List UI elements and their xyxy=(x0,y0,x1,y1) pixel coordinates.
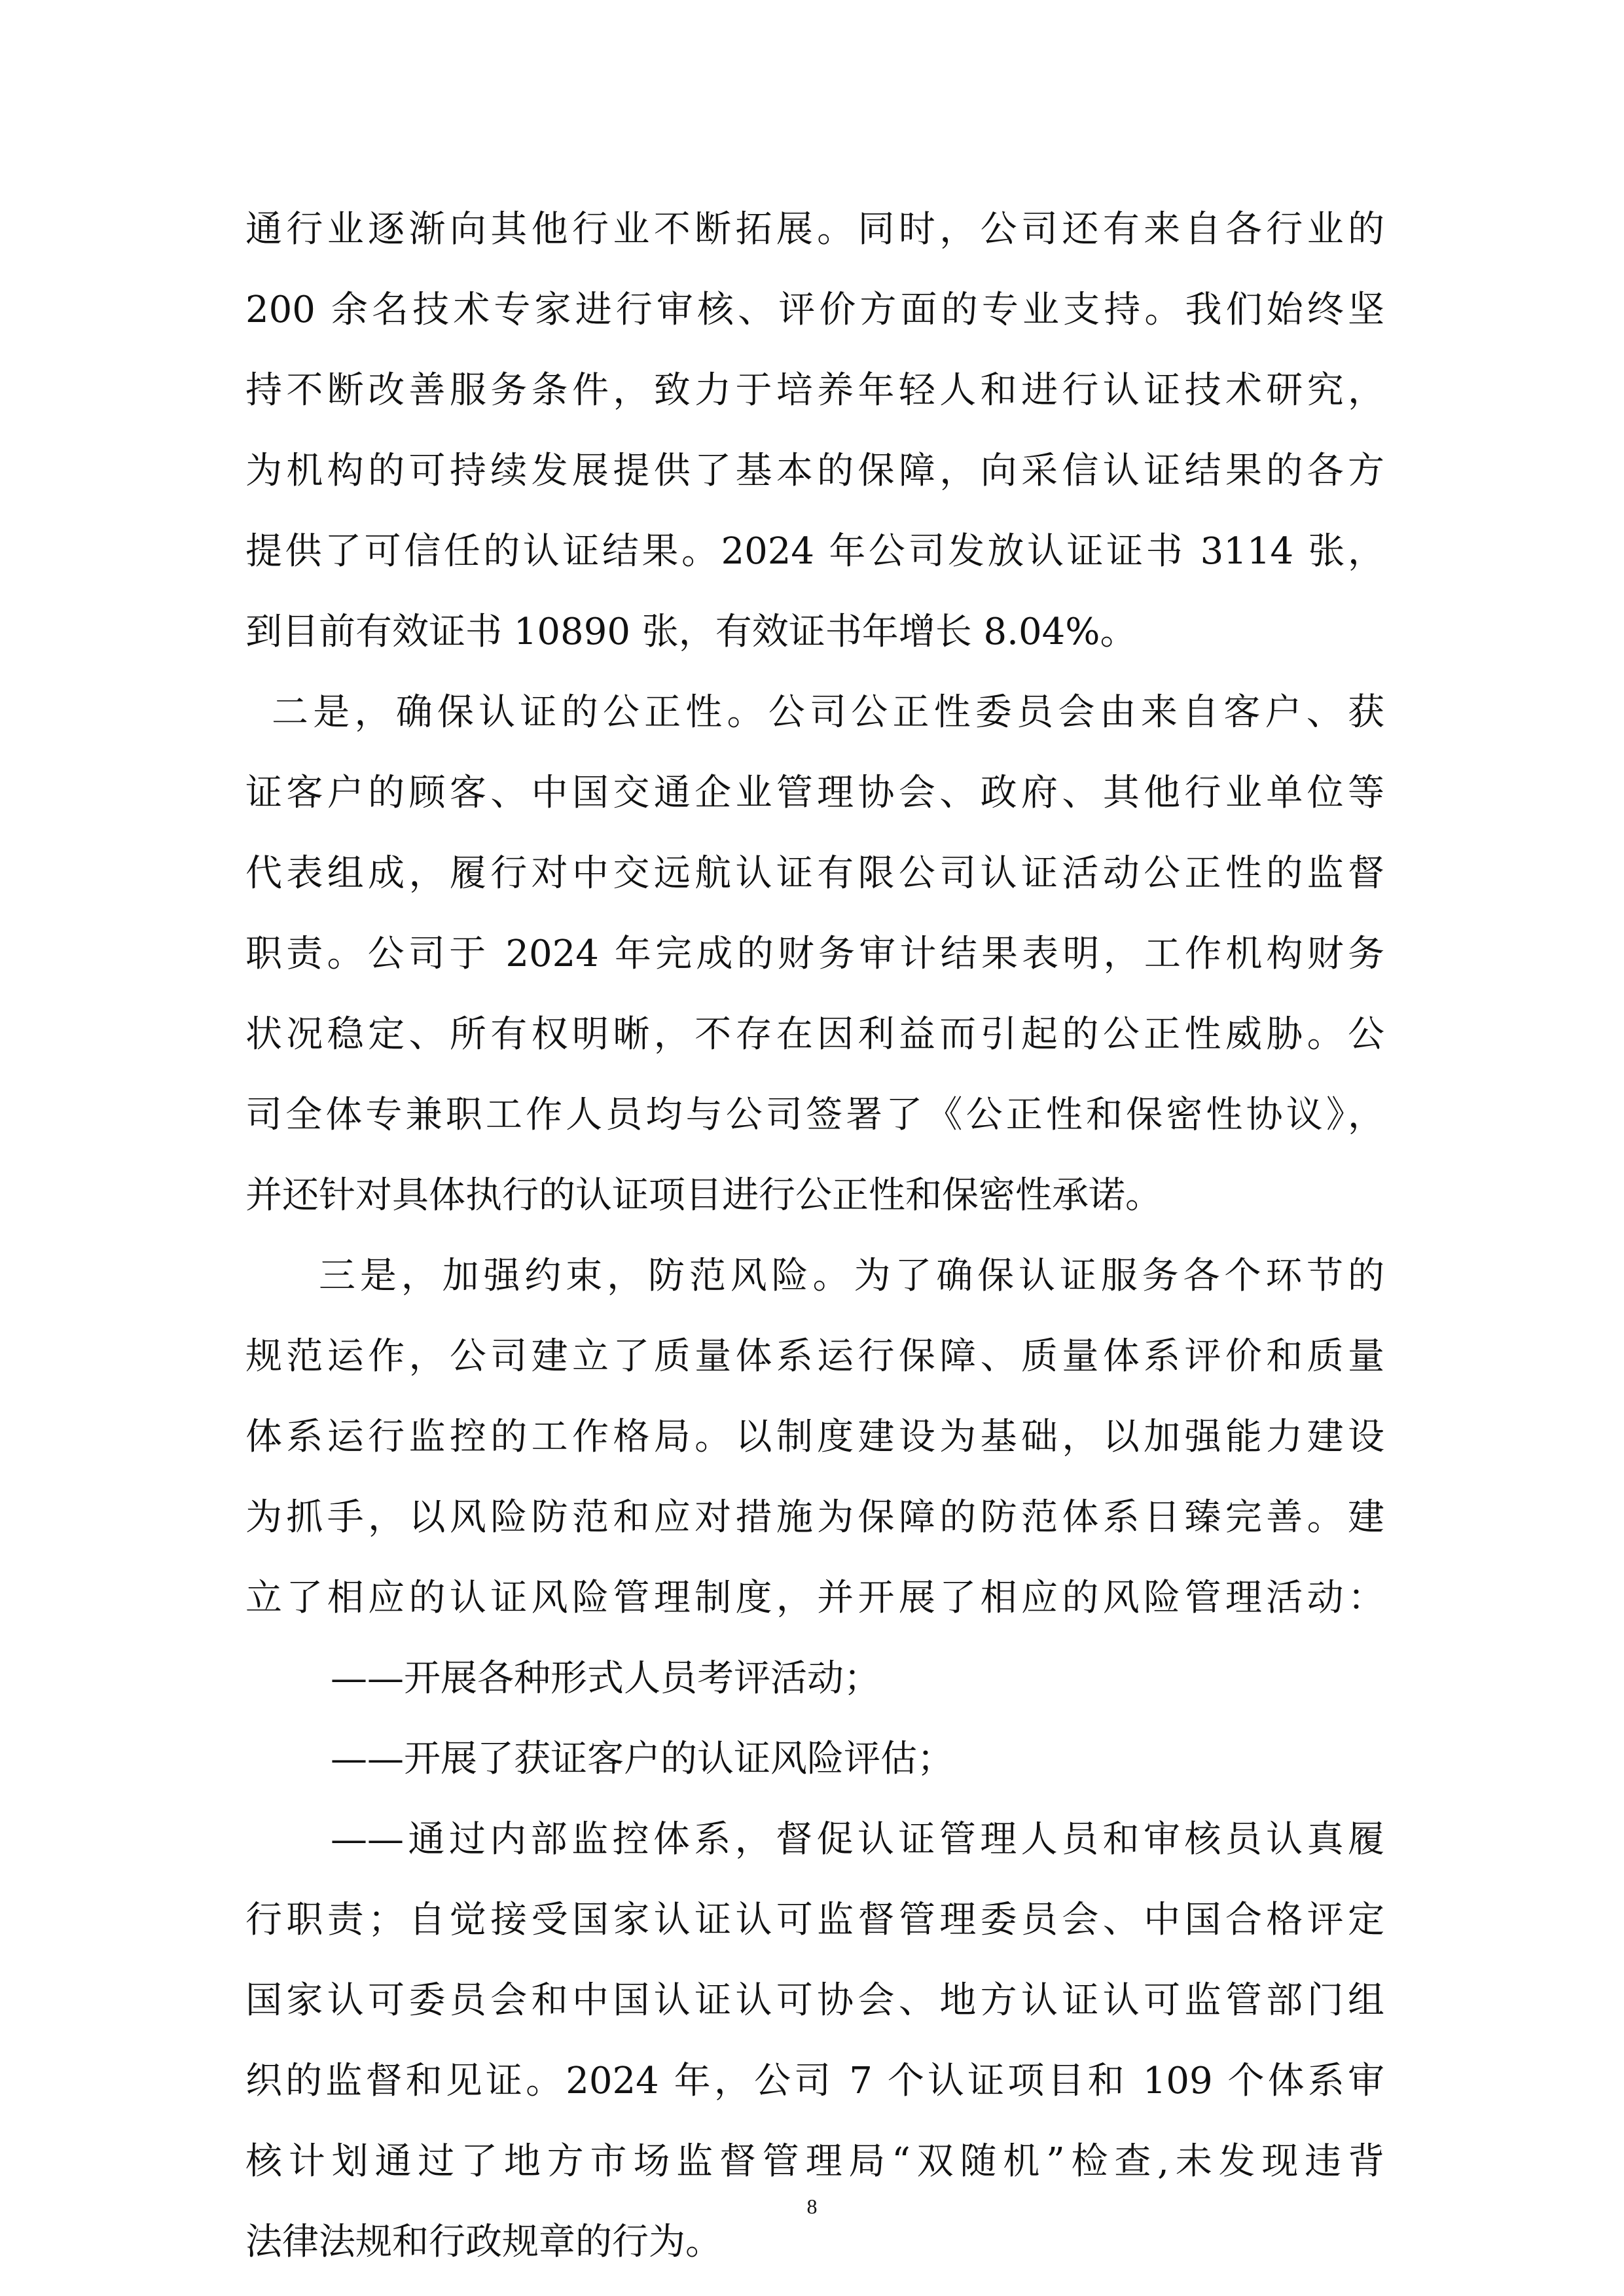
list-item: ——开展各种形式人员考评活动； xyxy=(331,1657,880,1700)
text-line: 国家认可委员会和中国认证认可协会、地方认证认可监管部门组 xyxy=(245,1979,1384,2022)
text-line: 三是，加强约束，防范风险。为了确保认证服务各个环节的 xyxy=(319,1255,1384,1297)
page-number: 8 xyxy=(806,2195,818,2218)
text-line: 核计划通过了地方市场监督管理局“双随机”检查,未发现违背 xyxy=(245,2140,1384,2183)
text-line: 司全体专兼职工作人员均与公司签署了《公正性和保密性协议》， xyxy=(245,1094,1384,1136)
text-line: 200 余名技术专家进行审核、评价方面的专业支持。我们始终坚 xyxy=(245,289,1384,331)
text-line: 二是，确保认证的公正性。公司公正性委员会由来自客户、获 xyxy=(272,691,1384,734)
text-line: 为机构的可持续发展提供了基本的保障，向采信认证结果的各方 xyxy=(245,450,1384,492)
text-line: 到目前有效证书 10890 张，有效证书年增长 8.04%。 xyxy=(245,611,1137,653)
text-line: 职责。公司于 2024 年完成的财务审计结果表明，工作机构财务 xyxy=(245,933,1384,975)
text-line: 代表组成，履行对中交远航认证有限公司认证活动公正性的监督 xyxy=(245,852,1384,895)
text-line: 行职责；自觉接受国家认证认可监督管理委员会、中国合格评定 xyxy=(245,1899,1384,1941)
list-item: ——开展了获证客户的认证风险评估； xyxy=(331,1738,954,1780)
text-line: 法律法规和行政规章的行为。 xyxy=(245,2221,722,2263)
text-line: 提供了可信任的认证结果。2024 年公司发放认证证书 3114 张， xyxy=(245,530,1384,573)
text-line: 为抓手，以风险防范和应对措施为保障的防范体系日臻完善。建 xyxy=(245,1496,1384,1539)
text-line: 立了相应的认证风险管理制度，并开展了相应的风险管理活动： xyxy=(245,1577,1384,1619)
body-text xyxy=(245,203,1384,2296)
text-line: 织的监督和见证。2024 年，公司 7 个认证项目和 109 个体系审 xyxy=(245,2060,1384,2102)
text-line: 规范运作，公司建立了质量体系运行保障、质量体系评价和质量 xyxy=(245,1335,1384,1378)
text-line: 状况稳定、所有权明晰，不存在因利益而引起的公正性威胁。公 xyxy=(245,1013,1384,1056)
text-line: 通行业逐渐向其他行业不断拓展。同时，公司还有来自各行业的 xyxy=(245,208,1384,251)
text-line: 体系运行监控的工作格局。以制度建设为基础，以加强能力建设 xyxy=(245,1416,1384,1458)
text-line: 持不断改善服务条件，致力于培养年轻人和进行认证技术研究， xyxy=(245,369,1384,412)
list-item: ——通过内部监控体系，督促认证管理人员和审核员认真履 xyxy=(331,1818,1384,1861)
text-line: 证客户的顾客、中国交通企业管理协会、政府、其他行业单位等 xyxy=(245,772,1384,814)
text-line: 并还针对具体执行的认证项目进行公正性和保密性承诺。 xyxy=(245,1174,1162,1217)
